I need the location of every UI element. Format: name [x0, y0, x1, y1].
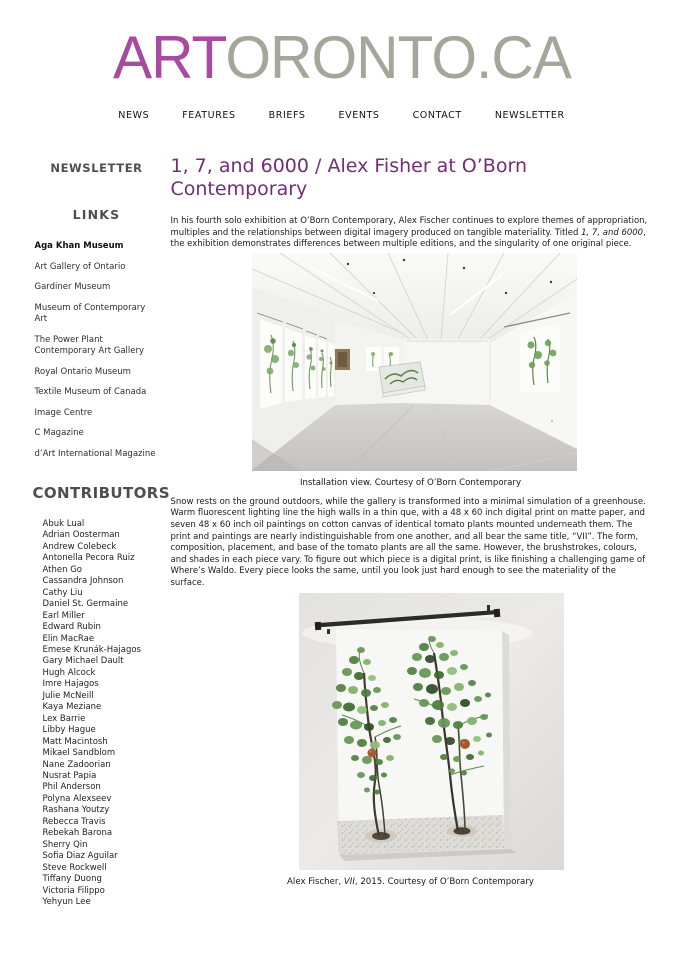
- contributor-name[interactable]: Earl Miller: [42, 610, 85, 621]
- artwork-photo: [299, 593, 564, 870]
- tomato-fruit-right: [460, 739, 470, 749]
- contributor-name[interactable]: Tiffany Duong: [42, 874, 102, 885]
- sidebar-link-textile-museum[interactable]: Textile Museum of Canada: [34, 387, 147, 397]
- contributor-name[interactable]: Victoria Filippo: [42, 885, 105, 896]
- sidebar-link-c-magazine[interactable]: C Magazine: [34, 428, 84, 438]
- article-body-paragraph: Snow rests on the ground outdoors, while the gallery is transformed into a minimal simulation of a greenhouse. Warm fluorescent lighting line the high walls in a thin que, with a 48 x 60 inch digital print on matte paper, and seven 48 x 60 inch oil paintings on cotton canvas of identical tomato plants mounted underneath them. The print and paintings are nearly indistinguishable from one another, and all bear the same title, “VII”. The form, composition, placement, and base of the tomato plants are all the same. However, the brushstrokes, colours, and shades in each piece vary. To figure out which piece is a digital print, is like finishing a challenging game of Where’s Waldo. Every piece looks the same, until you look just hard enough to see the materiality of the surface.: [170, 496, 646, 588]
- contributor-name[interactable]: Matt Macintosh: [42, 736, 108, 747]
- main-nav: [0, 110, 683, 121]
- contributor-name[interactable]: Yehyun Lee: [42, 896, 91, 907]
- tomato-fruit-left: [367, 748, 376, 757]
- contributor-name[interactable]: Lex Barrie: [42, 713, 86, 724]
- contributor-name[interactable]: Julie McNeill: [42, 690, 94, 701]
- contributor-name[interactable]: Phil Anderson: [42, 782, 101, 793]
- nav-item-contact[interactable]: CONTACT: [412, 110, 462, 121]
- artwork-caption-artist: Alex Fischer,: [287, 876, 344, 887]
- nav-item-features[interactable]: FEATURES: [182, 110, 236, 121]
- artwork-caption-title: VII: [343, 876, 355, 887]
- sidebar-link-power-plant[interactable]: The Power Plant Contemporary Art Gallery: [34, 334, 145, 356]
- sidebar-links-list: [33, 241, 161, 460]
- contributor-name[interactable]: Kaya Meziane: [42, 702, 102, 713]
- artwork-canvas: [332, 629, 517, 861]
- intro-text: In his fourth solo exhibition at O’Born Contemporary, Alex Fischer continues to explore themes of appropriation, multiples and the relationships between digital imagery produced on tangible materiality. Titled: [170, 216, 648, 238]
- logo-text-oronto: ORONTO.CA: [224, 24, 573, 91]
- contributor-name[interactable]: Nusrat Papia: [42, 770, 97, 781]
- contributor-name[interactable]: Polyna Alexseev: [42, 793, 112, 804]
- contributor-name[interactable]: Daniel St. Germaine: [42, 599, 129, 610]
- sidebar-links-heading: LINKS: [72, 207, 121, 222]
- site-logo-graphic[interactable]: [111, 24, 573, 92]
- installation-view-caption: Installation view. Courtesy of O’Born Contemporary: [299, 477, 522, 488]
- contributor-name[interactable]: Steve Rockwell: [42, 862, 107, 873]
- article: [171, 155, 651, 908]
- artwork-caption-details: , 2015. Courtesy of O’Born Contemporary: [354, 876, 534, 887]
- contributor-name[interactable]: Cassandra Johnson: [42, 576, 124, 587]
- sidebar: [32, 155, 170, 908]
- artwork-caption: [171, 877, 651, 887]
- intro-text-after: , the exhibition demonstrates differences between multiple editions, and the singularity of one original piece.: [170, 227, 646, 250]
- sidebar-link-aga-khan-museum[interactable]: Aga Khan Museum: [34, 241, 124, 251]
- contributor-name[interactable]: Abuk Lual: [42, 519, 85, 529]
- installation-view-figure: [171, 253, 651, 488]
- sidebar-link-image-centre[interactable]: Image Centre: [34, 407, 93, 418]
- sidebar-newsletter-link[interactable]: NEWSLETTER: [50, 161, 143, 175]
- contributor-name[interactable]: Gary Michael Dault: [42, 656, 124, 667]
- contributor-name[interactable]: Adrian Oosterman: [42, 530, 120, 541]
- content-area: [33, 155, 651, 908]
- contributor-name[interactable]: Rebecca Travis: [42, 816, 106, 827]
- sidebar-link-art-gallery-of-ontario[interactable]: Art Gallery of Ontario: [34, 261, 126, 272]
- intro-exhibition-title: 1, 7, and 6000: [581, 227, 644, 238]
- artwork-figure: [171, 593, 651, 887]
- contributor-name[interactable]: Athen Go: [42, 564, 82, 575]
- sidebar-contributors-heading: CONTRIBUTORS: [32, 484, 170, 502]
- sidebar-link-dart-international[interactable]: d’Art International Magazine: [34, 448, 156, 459]
- contributor-name[interactable]: Imre Hajagos: [42, 679, 99, 690]
- contributor-name[interactable]: Libby Hague: [42, 725, 96, 736]
- site-header: [0, 24, 683, 121]
- sidebar-link-gardiner-museum[interactable]: Gardiner Museum: [34, 282, 111, 292]
- article-intro-paragraph: [171, 216, 651, 251]
- nav-item-newsletter[interactable]: NEWSLETTER: [494, 110, 565, 121]
- nav-item-events[interactable]: EVENTS: [338, 110, 380, 121]
- nav-item-news[interactable]: NEWS: [118, 110, 150, 121]
- contributor-name[interactable]: Elin MacRae: [42, 633, 95, 644]
- sidebar-link-museum-of-contemporary-art[interactable]: Museum of Contemporary Art: [34, 302, 146, 324]
- contributor-name[interactable]: Sherry Qin: [42, 839, 88, 850]
- contributor-name[interactable]: Sofia Diaz Aguilar: [42, 851, 118, 862]
- contributors-list: [33, 519, 161, 908]
- contributor-name[interactable]: Rashana Youtzy: [42, 805, 110, 816]
- installation-view-photo: [252, 253, 577, 471]
- contributor-name[interactable]: Mikael Sandblom: [42, 748, 116, 759]
- contributor-name[interactable]: Antonella Pecora Ruiz: [42, 553, 135, 564]
- article-title: 1, 7, and 6000 / Alex Fisher at O’Born Contemporary: [170, 155, 527, 200]
- contributor-name[interactable]: Hugh Alcock: [42, 667, 96, 678]
- svg-text:ARTORONTO.CA: [113, 24, 572, 91]
- sidebar-link-royal-ontario-museum[interactable]: Royal Ontario Museum: [34, 366, 131, 377]
- nav-item-briefs[interactable]: BRIEFS: [268, 110, 306, 121]
- logo-text-art: ART: [112, 24, 228, 91]
- site-logo[interactable]: [0, 24, 683, 94]
- contributor-name[interactable]: Rebekah Barona: [42, 828, 113, 839]
- contributor-name[interactable]: Nane Zadoorian: [42, 759, 111, 770]
- contributor-name[interactable]: Edward Rubin: [42, 622, 101, 633]
- contributor-name[interactable]: Emese Krunák-Hajagos: [42, 644, 141, 655]
- contributor-name[interactable]: Andrew Colebeck: [42, 541, 117, 552]
- contributor-name[interactable]: Cathy Liu: [42, 587, 83, 598]
